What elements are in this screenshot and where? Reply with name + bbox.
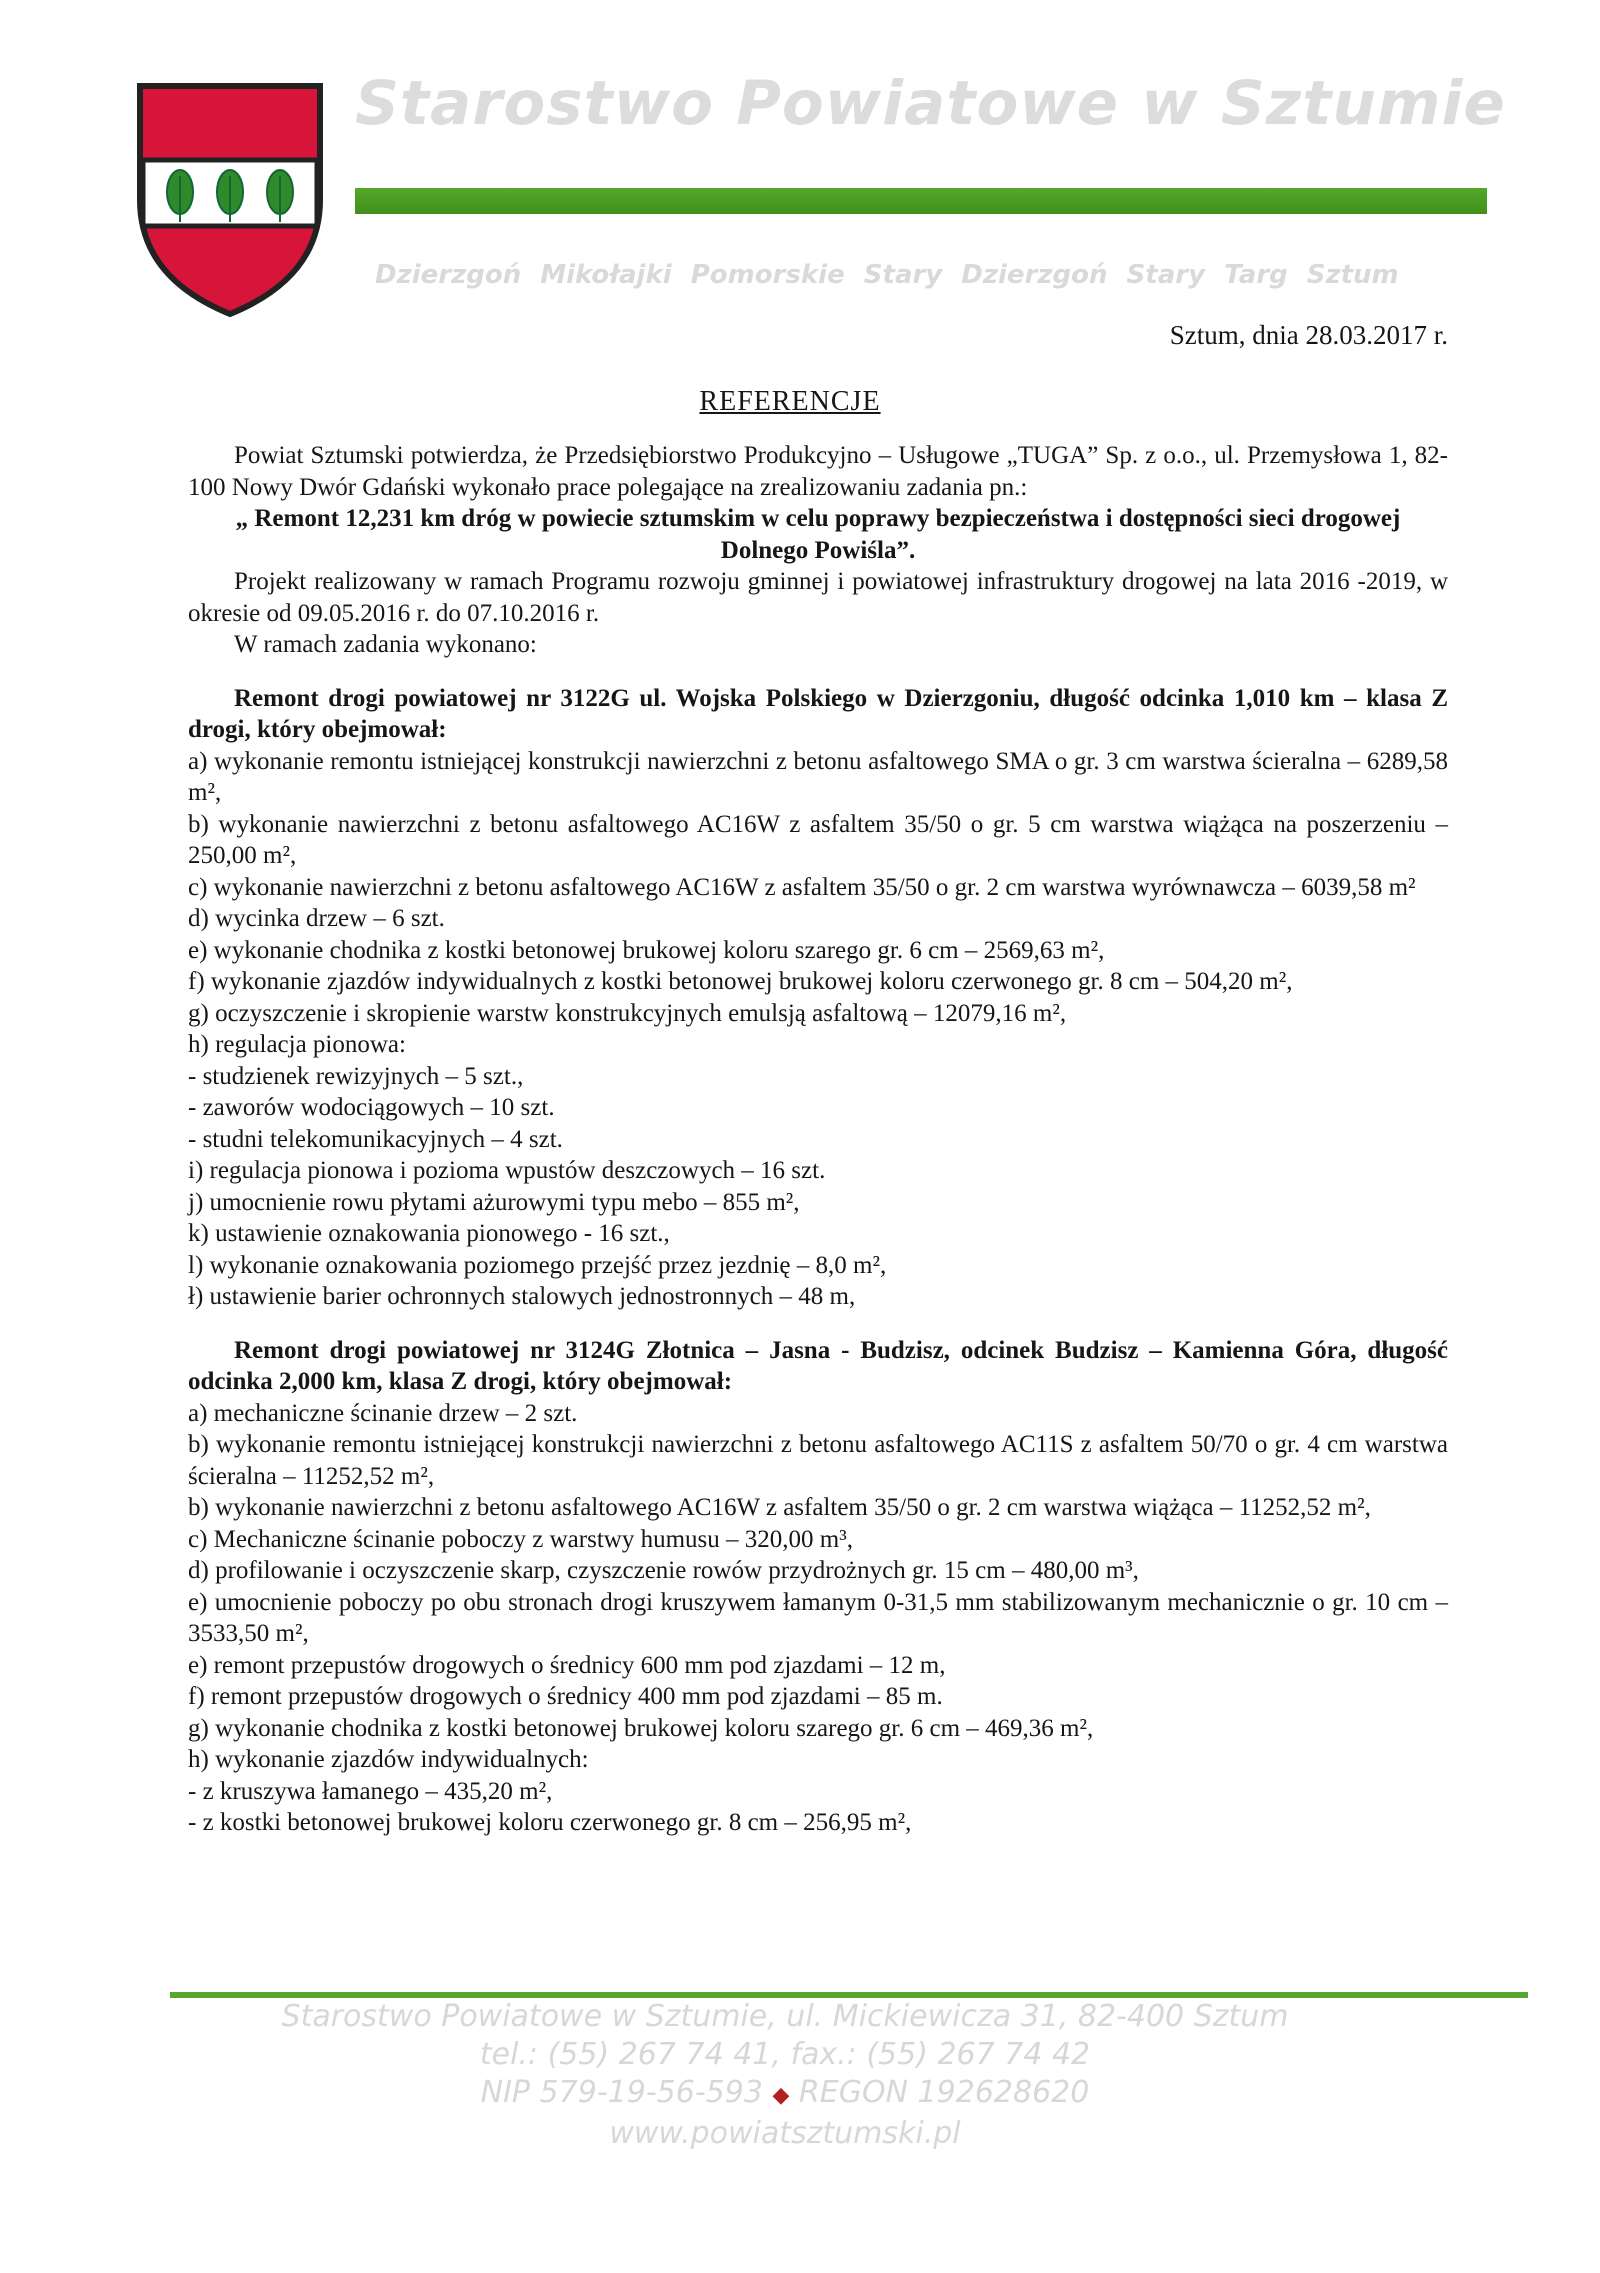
work-item: g) wykonanie chodnika z kostki betonowej brukowej koloru szarego gr. 6 cm – 469,36 m², [188, 1714, 1094, 1742]
work-item: d) wycinka drzew – 6 szt. [188, 905, 445, 932]
footer-regon: REGON 192628620 [798, 2075, 1090, 2110]
section-heading: Remont drogi powiatowej nr 3122G ul. Wojska Polskiego w Dzierzgoniu, długość odcinka 1,010 km – klasa Z drogi, który obejmował: [188, 684, 1448, 743]
task-name: „ Remont 12,231 km dróg w powiecie sztumskim w celu poprawy bezpieczeństwa i dostępności sieci drogowej Dolnego Powiśla”. [235, 505, 1401, 564]
municipalities-line: Dzierzgoń Mikołajki Pomorskie Stary Dzierzgoń Stary Targ Sztum [375, 260, 1399, 290]
work-item: c) Mechaniczne ścinanie poboczy z warstwy humusu – 320,00 m³, [188, 1525, 853, 1553]
work-item: - z kruszywa łamanego – 435,20 m², [188, 1777, 553, 1805]
footer-phone: tel.: (55) 267 74 41, fax.: (55) 267 74 42 [479, 2037, 1091, 2072]
footer-address: Starostwo Powiatowe w Sztumie, ul. Mickiewicza 31, 82-400 Sztum [281, 1999, 1289, 2034]
work-item: a) mechaniczne ścinanie drzew – 2 szt. [188, 1399, 578, 1427]
scope-intro: W ramach zadania wykonano: [234, 631, 537, 658]
footer-ids [170, 2074, 1400, 2115]
work-item: f) remont przepustów drogowych o średnicy 400 mm pod zjazdami – 85 m. [188, 1683, 943, 1710]
work-item: - zaworów wodociągowych – 10 szt. [188, 1094, 555, 1121]
project-paragraph: Projekt realizowany w ramach Programu rozwoju gminnej i powiatowej infrastruktury drogowej na lata 2016 -2019, w okresie od 09.05.2016 r. do 07.10.2016 r. [188, 568, 1448, 627]
work-item: ł) ustawienie barier ochronnych stalowych jednostronnych – 48 m, [188, 1283, 856, 1310]
work-item: l) wykonanie oznakowania poziomego przejść przez jezdnię – 8,0 m², [188, 1251, 887, 1279]
footer [170, 1998, 1400, 2153]
footer-nip: NIP 579-19-56-593 [480, 2075, 763, 2110]
work-item: b) wykonanie nawierzchni z betonu asfaltowego AC16W z asfaltem 35/50 o gr. 2 cm warstwa wiążąca – 11252,52 m², [188, 1494, 1371, 1521]
work-item: j) umocnienie rowu płytami ażurowymi typu mebo – 855 m², [188, 1188, 800, 1216]
work-item: i) regulacja pionowa i pozioma wpustów deszczowych – 16 szt. [188, 1157, 826, 1184]
letter-date: Sztum, dnia 28.03.2017 r. [1169, 320, 1448, 350]
work-item: b) wykonanie nawierzchni z betonu asfaltowego AC16W z asfaltem 35/50 o gr. 5 cm warstwa wiążąca na poszerzeniu – 250,00 m², [188, 810, 1448, 869]
work-items-list [188, 746, 1448, 1313]
work-item: b) wykonanie remontu istniejącej konstrukcji nawierzchni z betonu asfaltowego AC11S z asfaltem 50/70 o gr. 4 cm warstwa ścieralna – 11252,52 m², [188, 1431, 1448, 1490]
work-item: - studni telekomunikacyjnych – 4 szt. [188, 1125, 563, 1153]
work-item: e) umocnienie poboczy po obu stronach drogi kruszywem łamanym 0-31,5 mm stabilizowanym mechanicznie o gr. 10 cm – 3533,50 m², [188, 1588, 1448, 1647]
work-item: g) oczyszczenie i skropienie warstw konstrukcyjnych emulsją asfaltową – 12079,16 m², [188, 999, 1067, 1027]
work-item: f) wykonanie zjazdów indywidualnych z kostki betonowej brukowej koloru czerwonego gr. 8 cm – 504,20 m², [188, 968, 1293, 995]
footer-website: www.powiatsztumski.pl [609, 2116, 961, 2151]
work-items-list [188, 1398, 1448, 1839]
work-item: e) remont przepustów drogowych o średnicy 600 mm pod zjazdami – 12 m, [188, 1651, 946, 1679]
intro-paragraph: Powiat Sztumski potwierdza, że Przedsiębiorstwo Produkcyjno – Usługowe „TUGA” Sp. z o.o., ul. Przemysłowa 1, 82-100 Nowy Dwór Gdański wykonało prace polegające na zrealizowaniu zadania pn.: [188, 442, 1448, 501]
section-heading: Remont drogi powiatowej nr 3124G Złotnica – Jasna - Budzisz, odcinek Budzisz – Kamienna Góra, długość odcinka 2,000 km, klasa Z drogi, który obejmował: [188, 1336, 1448, 1395]
work-item: h) regulacja pionowa: [188, 1031, 406, 1058]
header-accent-bar [355, 188, 1487, 214]
work-item: a) wykonanie remontu istniejącej konstrukcji nawierzchni z betonu asfaltowego SMA o gr. 3 cm warstwa ścieralna – 6289,58 m², [188, 747, 1448, 806]
work-item: c) wykonanie nawierzchni z betonu asfaltowego AC16W z asfaltem 35/50 o gr. 2 cm warstwa wyrównawcza – 6039,58 m² [188, 873, 1416, 901]
coat-of-arms-icon [134, 82, 326, 320]
work-item: - studzienek rewizyjnych – 5 szt., [188, 1062, 524, 1090]
work-item: - z kostki betonowej brukowej koloru czerwonego gr. 8 cm – 256,95 m², [188, 1809, 912, 1836]
work-item: k) ustawienie oznakowania pionowego - 16 szt., [188, 1220, 670, 1247]
document-title: REFERENCJE [699, 386, 881, 417]
work-item: e) wykonanie chodnika z kostki betonowej brukowej koloru szarego gr. 6 cm – 2569,63 m², [188, 936, 1105, 964]
letter-body [188, 440, 1448, 1839]
work-item: d) profilowanie i oczyszczenie skarp, czyszczenie rowów przydrożnych gr. 15 cm – 480,00 m³, [188, 1557, 1139, 1584]
work-item: h) wykonanie zjazdów indywidualnych: [188, 1746, 589, 1773]
diamond-bullet-icon: ◆ [772, 2083, 790, 2108]
organization-name: Starostwo Powiatowe w Sztumie [355, 68, 1506, 139]
